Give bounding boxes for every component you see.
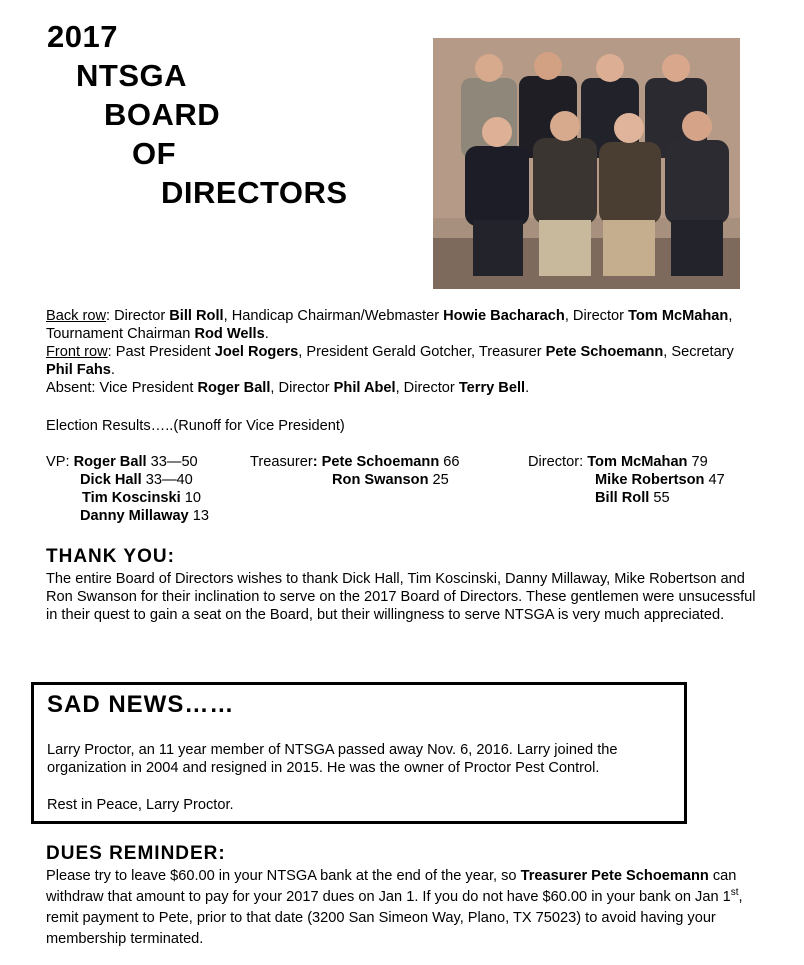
vp-row xyxy=(46,507,209,525)
candidate-name: Roger Ball xyxy=(73,454,147,470)
caption-name: Rod Wells xyxy=(194,326,265,342)
vp-row xyxy=(46,453,209,471)
candidate-votes: 47 xyxy=(704,472,725,488)
caption-text: : Director xyxy=(106,308,170,324)
election-heading: Election Results…..(Runoff for Vice President) xyxy=(46,418,345,434)
election-treasurer-column xyxy=(250,453,460,489)
photo-caption xyxy=(46,307,746,397)
caption-name: Phil Abel xyxy=(333,380,396,396)
thank-you-text: The entire Board of Directors wishes to thank Dick Hall, Tim Koscinski, Danny Millaway, Mike Robertson and Ron Swanson for their inclination to serve on the 2017 Board of Directors. These gentlemen were unsucessful in their quest to gain a seat on the Board, but their willingness to serve NTSGA is very much appreciated. xyxy=(46,571,756,623)
caption-back-row xyxy=(46,307,746,343)
candidate-name: Dick Hall xyxy=(80,472,142,488)
candidate-votes: 25 xyxy=(428,472,449,488)
treasurer-label: Treasurer xyxy=(250,454,313,470)
caption-text: . xyxy=(110,362,115,378)
caption-absent xyxy=(46,379,746,397)
candidate-votes: 13 xyxy=(188,508,209,524)
caption-name: Phil Fahs xyxy=(46,362,111,378)
candidate-name: Danny Millaway xyxy=(80,508,189,524)
caption-name: Joel Rogers xyxy=(214,344,299,360)
candidate-name: Pete Schoemann xyxy=(321,454,440,470)
candidate-name: Tom McMahan xyxy=(587,454,688,470)
dues-heading: DUES REMINDER: xyxy=(46,843,226,864)
candidate-name: Ron Swanson xyxy=(332,472,429,488)
election-vp-column xyxy=(46,453,209,525)
director-row xyxy=(528,453,725,471)
title-directors: DIRECTORS xyxy=(161,175,348,210)
caption-name: Tom McMahan xyxy=(628,308,729,324)
caption-text: Absent: Vice President xyxy=(46,380,198,396)
title-year: 2017 xyxy=(47,19,118,54)
caption-name: Howie Bacharach xyxy=(443,308,565,324)
sad-news-box xyxy=(31,682,687,824)
dues-treasurer-name: Treasurer Pete Schoemann xyxy=(520,868,709,884)
candidate-votes: 33—50 xyxy=(146,454,198,470)
caption-name: Roger Ball xyxy=(197,380,271,396)
group-photo-icon xyxy=(433,38,740,289)
dues-text-part: , remit payment to Pete, prior to that date (3200 San Simeon Way, Plano, TX 75023) to avoid having your membership terminated. xyxy=(46,889,743,947)
board-group-photo xyxy=(433,38,740,289)
director-row xyxy=(528,489,725,507)
caption-name: Pete Schoemann xyxy=(545,344,664,360)
caption-text: . xyxy=(264,326,269,342)
title-board: BOARD xyxy=(104,97,221,132)
candidate-name: Tim Koscinski xyxy=(82,490,181,506)
candidate-votes: 79 xyxy=(687,454,708,470)
caption-text: : Past President xyxy=(107,344,215,360)
caption-text: , Secretary xyxy=(663,344,734,360)
election-director-column xyxy=(528,453,725,507)
caption-text: . xyxy=(525,380,530,396)
caption-text: , Tournament Chairman xyxy=(46,308,733,342)
caption-text: , Director xyxy=(564,308,629,324)
treasurer-colon: : xyxy=(312,454,322,470)
thank-you-heading: THANK YOU: xyxy=(46,546,175,567)
candidate-votes: 66 xyxy=(439,454,460,470)
front-row-label: Front row xyxy=(46,344,108,360)
director-label: Director: xyxy=(528,454,588,470)
candidate-votes: 55 xyxy=(649,490,670,506)
back-row-label: Back row xyxy=(46,308,107,324)
sad-news-heading: SAD NEWS…… xyxy=(47,691,235,718)
caption-text: , Director xyxy=(270,380,334,396)
caption-text: , Director xyxy=(395,380,459,396)
vp-row xyxy=(46,471,209,489)
candidate-votes: 33—40 xyxy=(141,472,193,488)
dues-text-part: Please try to leave $60.00 in your NTSGA bank at the end of the year, so xyxy=(46,868,521,884)
treasurer-row xyxy=(250,471,460,489)
title-of: OF xyxy=(132,136,177,171)
caption-name: Terry Bell xyxy=(458,380,526,396)
candidate-name: Mike Robertson xyxy=(595,472,705,488)
director-row xyxy=(528,471,725,489)
sad-news-text: Larry Proctor, an 11 year member of NTSGA passed away Nov. 6, 2016. Larry joined the organization in 2004 and resigned in 2015. He was the owner of Proctor Pest Control. xyxy=(47,742,618,776)
treasurer-row xyxy=(250,453,460,471)
vp-row xyxy=(46,489,209,507)
caption-text: , President Gerald Gotcher, Treasurer xyxy=(298,344,546,360)
caption-front-row xyxy=(46,343,746,379)
candidate-name: Bill Roll xyxy=(595,490,650,506)
title-org: NTSGA xyxy=(76,58,187,93)
dues-text xyxy=(46,866,758,950)
candidate-votes: 10 xyxy=(180,490,201,506)
caption-text: , Handicap Chairman/Webmaster xyxy=(223,308,444,324)
dues-superscript: st xyxy=(730,887,739,899)
sad-news-closing: Rest in Peace, Larry Proctor. xyxy=(47,797,234,813)
vp-label: VP: xyxy=(46,454,74,470)
caption-name: Bill Roll xyxy=(169,308,224,324)
dues-text-part: can withdraw that amount to pay for your 2017 dues on Jan 1. If you do not have $60.00 in your bank on Jan 1 xyxy=(46,868,737,905)
